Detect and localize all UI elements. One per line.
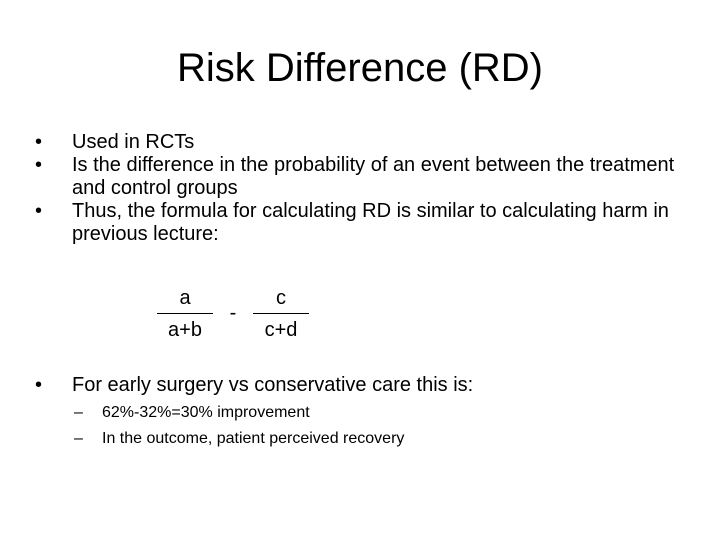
fraction-right-bar [253,313,309,314]
formula-minus: - [229,302,237,324]
bullet-item [35,154,695,200]
bullet-dot-icon: • [35,131,43,153]
fraction-left-bar [157,313,213,314]
bullet-dot-icon: • [35,154,43,176]
bullet-dot-icon: • [35,200,43,222]
subbullet-item [74,429,720,449]
bullet-item [35,131,695,154]
bullet-text: Used in RCTs [72,131,195,153]
fraction-left-denominator: a+b [168,319,202,341]
fraction-right-denominator: c+d [264,319,298,341]
slide-title: Risk Difference (RD) [177,46,543,90]
dash-icon: – [74,430,83,447]
subbullet-text: In the outcome, patient perceived recovery [102,430,405,447]
bullet-item [35,374,720,397]
bullet-text: For early surgery vs conservative care this is: [72,374,474,396]
fraction-right-numerator: c [276,287,286,309]
bullet-text: Is the difference in the probability of an event between the treatment and control groups [72,154,675,199]
bullet-list [35,131,695,246]
fraction-left-numerator: a [179,287,191,309]
bullet-item [35,200,695,246]
rd-formula [157,285,317,345]
bullet-dot-icon: • [35,374,43,396]
subbullet-text: 62%-32%=30% improvement [102,404,310,421]
subbullet-item [74,403,720,423]
fraction-left [157,285,213,343]
fraction-right [253,285,309,343]
dash-icon: – [74,404,83,421]
bullet-text: Thus, the formula for calculating RD is similar to calculating harm in previous lecture: [72,200,669,245]
